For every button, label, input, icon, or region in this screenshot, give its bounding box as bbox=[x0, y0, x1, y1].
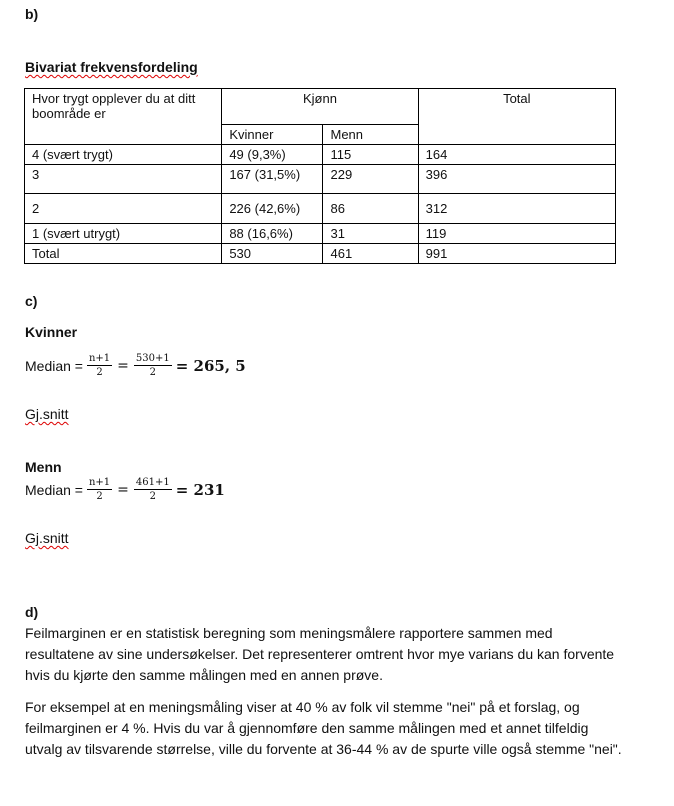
fraction-denominator: 2 bbox=[96, 491, 103, 502]
header-group: Kjønn bbox=[222, 89, 418, 125]
median-label: Median = bbox=[25, 357, 83, 374]
header-total: Total bbox=[418, 89, 615, 125]
fraction-value bbox=[134, 352, 172, 379]
fraction-n bbox=[87, 352, 112, 379]
row-label: 4 (svært trygt) bbox=[25, 145, 222, 165]
cell-kvinner: 49 (9,3%) bbox=[222, 145, 323, 165]
fraction-numerator: n+1 bbox=[88, 353, 111, 364]
median-result: = 265, 5 bbox=[175, 356, 246, 375]
subheader-kvinner: Kvinner bbox=[222, 125, 323, 145]
cell-kvinner: 226 (42,6%) bbox=[222, 194, 323, 224]
row-label: 1 (svært utrygt) bbox=[25, 224, 222, 244]
paragraph-2: For eksempel at en meningsmåling viser at 40 % av folk vil stemme "nei" på et forslag, og feilmarginen er 4 %. Hvis du var å gjennomføre den samme målingen med et annet tilfeldig utvalg av tilsvarende størrelse, ville du forvente at 36-44 % av de spurte ville også stemme "nei". bbox=[25, 699, 622, 757]
paragraph-1: Feilmarginen er en statistisk beregning som meningsmålere rapportere sammen med resultatene av sine undersøkelser. Det representerer omtrent hvor mye varians du kan forvente hvis du kjørte den samme målingen med en annen prøve. bbox=[25, 625, 615, 683]
fraction-numerator: 530+1 bbox=[135, 353, 170, 364]
cell-menn: 31 bbox=[323, 224, 418, 244]
table-row bbox=[25, 165, 616, 194]
table-row bbox=[25, 224, 616, 244]
row-label: 2 bbox=[25, 194, 222, 224]
kvinner-heading: Kvinner bbox=[25, 324, 78, 340]
fraction-denominator: 2 bbox=[149, 491, 156, 502]
cell-menn: 461 bbox=[323, 244, 418, 264]
table-row bbox=[25, 145, 616, 165]
fraction-value bbox=[134, 476, 172, 503]
menn-mean-label: Gj.snitt bbox=[25, 530, 69, 546]
kvinner-median-equation: Median = $\frac{n+1}{2}$ = $\frac{530+1}{2}$ = 265, 5 bbox=[25, 353, 246, 378]
cell-menn: 115 bbox=[323, 145, 418, 165]
cell-kvinner: 530 bbox=[222, 244, 323, 264]
row-label: 3 bbox=[25, 165, 222, 194]
cell-total: 312 bbox=[418, 194, 615, 224]
menn-heading: Menn bbox=[25, 459, 62, 475]
table-row bbox=[25, 194, 616, 224]
row-label: Total bbox=[25, 244, 222, 264]
section-c-label: c) bbox=[25, 293, 38, 309]
menn-median-equation: Median = $\frac{n+1}{2}$ = $\frac{461+1}{2}$ = 231 bbox=[25, 477, 225, 502]
table-row bbox=[25, 244, 616, 264]
cell-total: 119 bbox=[418, 224, 615, 244]
table-title: Bivariat frekvensfordeling bbox=[25, 59, 198, 75]
median-label: Median = bbox=[25, 481, 83, 498]
cell-total: 991 bbox=[418, 244, 615, 264]
fraction-numerator: 461+1 bbox=[135, 477, 170, 488]
cell-total: 164 bbox=[418, 145, 615, 165]
cell-total: 396 bbox=[418, 165, 615, 194]
subheader-menn: Menn bbox=[323, 125, 418, 145]
section-b-label: b) bbox=[25, 6, 39, 22]
fraction-denominator: 2 bbox=[96, 367, 103, 378]
kvinner-mean-label: Gj.snitt bbox=[25, 406, 69, 422]
subheader-total-empty bbox=[418, 125, 615, 145]
cell-kvinner: 88 (16,6%) bbox=[222, 224, 323, 244]
fraction-numerator: n+1 bbox=[88, 477, 111, 488]
frequency-table bbox=[24, 88, 616, 264]
median-result: = 231 bbox=[175, 480, 225, 499]
cell-menn: 86 bbox=[323, 194, 418, 224]
section-d-label: d) bbox=[25, 604, 39, 620]
header-question: Hvor trygt opplever du at ditt boområde er bbox=[25, 89, 222, 145]
fraction-n bbox=[87, 476, 112, 503]
cell-menn: 229 bbox=[323, 165, 418, 194]
cell-kvinner: 167 (31,5%) bbox=[222, 165, 323, 194]
fraction-denominator: 2 bbox=[149, 367, 156, 378]
